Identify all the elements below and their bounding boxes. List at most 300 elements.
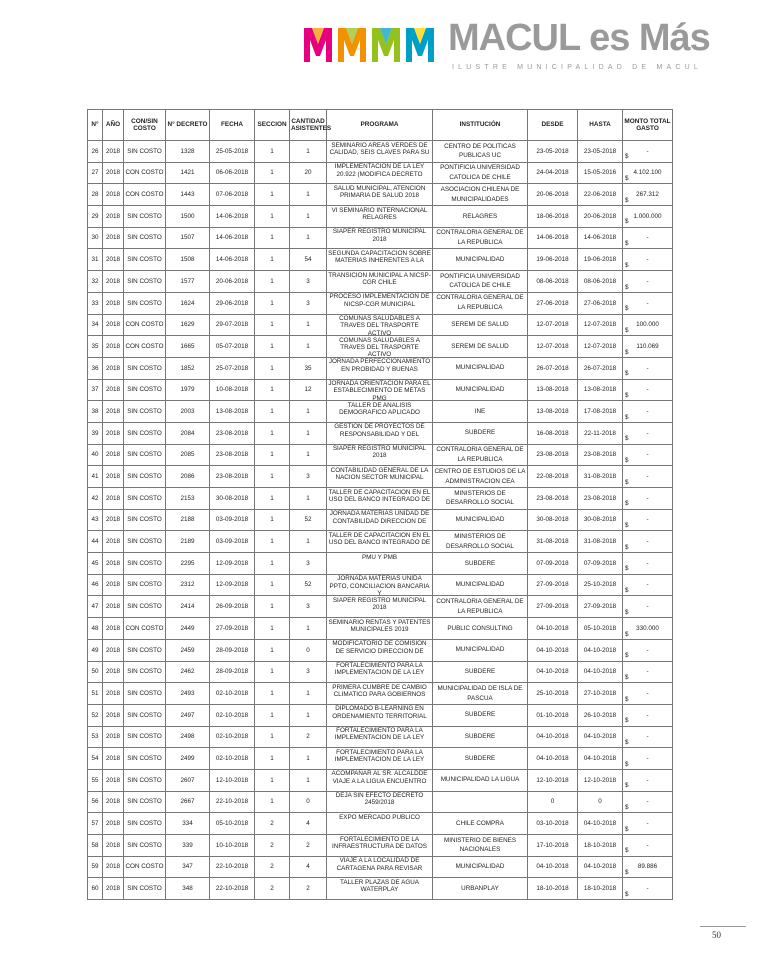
table-cell: 23-05-2018 (578, 141, 623, 163)
table-cell: SIN COSTO (124, 791, 166, 813)
amount-cell (623, 249, 673, 271)
column-header: CANTIDAD ASISTENTES (290, 110, 327, 141)
table-row (88, 618, 673, 640)
table-cell: 1 (290, 206, 327, 228)
table-cell: 33 (88, 292, 103, 314)
currency-symbol: $ (625, 673, 629, 681)
table-cell: 1 (290, 184, 327, 206)
institution-text: MUNICIPALIDAD LA LIGUA (440, 776, 520, 784)
table-cell: SIN COSTO (124, 509, 166, 531)
table-row (88, 835, 673, 857)
column-header: CON/SIN COSTO (124, 110, 166, 141)
table-cell: 2018 (103, 835, 124, 857)
table-cell: 13-08-2018 (578, 379, 623, 401)
table-cell: 339 (166, 835, 210, 857)
table-cell: 2498 (166, 726, 210, 748)
table-cell: 4 (290, 813, 327, 835)
amount-value: - (646, 581, 649, 589)
amount-value: - (646, 473, 649, 480)
table-cell: 2493 (166, 683, 210, 705)
table-cell: 2018 (103, 162, 124, 184)
currency-symbol: $ (625, 326, 629, 334)
table-cell: 23-08-2018 (210, 444, 255, 466)
amount-cell (623, 444, 673, 466)
table-cell: 2018 (103, 639, 124, 661)
table-cell: 1 (255, 401, 290, 423)
table-cell: 2018 (103, 249, 124, 271)
program-text: CONTABILIDAD GENERAL DE LA NACION SECTOR MUNICIPAL (330, 466, 429, 482)
table-cell: 3 (290, 661, 327, 683)
program-text: SALUD MUNICIPAL, ATENCION PRIMARIA DE SALUD 2018 (333, 184, 426, 200)
currency-symbol: $ (625, 825, 629, 833)
table-cell: 26 (88, 141, 103, 163)
institution-text: SEREMI DE SALUD (451, 320, 509, 328)
program-text: JORNADA MATERIAS UNIDA PPTO, CONCILIACION BANCARIA Y (329, 575, 430, 597)
table-cell: 07-09-2018 (528, 553, 578, 575)
program-text: SEMINARIO RENTAS Y PATENTES MUNICIPALES 2019 (328, 618, 431, 633)
table-cell: 1 (255, 336, 290, 358)
currency-symbol: $ (625, 391, 629, 399)
amount-cell (623, 379, 673, 401)
institution-cell (433, 553, 528, 575)
institution-text: SUBDERE (464, 711, 496, 719)
table-row (88, 574, 673, 596)
table-cell: 1 (290, 748, 327, 770)
table-cell: 2018 (103, 488, 124, 510)
currency-symbol: $ (625, 196, 629, 204)
program-cell (327, 422, 433, 444)
table-cell: 23-08-2018 (210, 422, 255, 444)
program-text: JORNADA MATERIAS UNIDAD DE CONTABILIDAD DIRECCION DE (329, 510, 430, 525)
table-cell: SIN COSTO (124, 878, 166, 900)
program-cell (327, 141, 433, 163)
institution-cell (433, 336, 528, 358)
table-cell: 12-07-2018 (578, 314, 623, 336)
table-cell: 14-06-2018 (210, 206, 255, 228)
table-cell: 1 (290, 227, 327, 249)
institution-text: SUBDERE (464, 733, 496, 740)
table-cell: SIN COSTO (124, 813, 166, 835)
currency-symbol: $ (625, 175, 629, 183)
program-cell (327, 509, 433, 531)
table-cell: 04-10-2018 (528, 856, 578, 878)
institution-cell (433, 444, 528, 466)
table-cell: 1 (255, 444, 290, 466)
institution-text: MINISTERIO DE BIENES NACIONALES (443, 836, 517, 854)
table-cell: 50 (88, 661, 103, 683)
table-row (88, 791, 673, 813)
table-cell: 2018 (103, 357, 124, 379)
table-cell: 04-10-2018 (528, 748, 578, 770)
table-row (88, 422, 673, 444)
currency-symbol: $ (625, 782, 629, 790)
program-cell (327, 835, 433, 857)
table-cell: 1 (255, 422, 290, 444)
currency-symbol: $ (625, 717, 629, 725)
amount-cell (623, 791, 673, 813)
currency-symbol: $ (625, 847, 629, 855)
table-cell: 16-08-2018 (528, 422, 578, 444)
institution-cell (433, 141, 528, 163)
amount-cell (623, 878, 673, 900)
table-cell: 27-09-2018 (210, 618, 255, 640)
program-cell (327, 379, 433, 401)
program-cell (327, 574, 433, 596)
table-cell: 48 (88, 618, 103, 640)
table-cell: SIN COSTO (124, 726, 166, 748)
table-cell: 22-08-2018 (528, 466, 578, 488)
institution-cell (433, 379, 528, 401)
table-cell: 04-10-2018 (578, 856, 623, 878)
currency-symbol: $ (625, 738, 629, 746)
amount-value: - (646, 386, 649, 394)
table-cell: 2085 (166, 444, 210, 466)
table-cell: 13-08-2018 (528, 379, 578, 401)
table-cell: 1 (255, 466, 290, 488)
table-cell: 2295 (166, 553, 210, 575)
table-cell: 22-10-2018 (210, 856, 255, 878)
institution-cell (433, 574, 528, 596)
amount-cell (623, 704, 673, 726)
table-row (88, 488, 673, 510)
table-row (88, 748, 673, 770)
table-cell: 1 (255, 639, 290, 661)
currency-symbol: $ (625, 218, 629, 226)
currency-symbol: $ (625, 565, 629, 573)
amount-cell (623, 162, 673, 184)
table-cell: 60 (88, 878, 103, 900)
amount-value: - (646, 754, 649, 762)
program-text: SIAPER REGISTRO MUNICIPAL 2018 (332, 445, 427, 460)
column-header: SECCION (255, 110, 290, 141)
table-cell: 04-10-2018 (528, 618, 578, 640)
page-number: 50 (712, 930, 721, 940)
table-cell: 1 (290, 618, 327, 640)
table-cell: 37 (88, 379, 103, 401)
program-text: PMU Y PMB (361, 553, 398, 561)
table-cell: 12 (290, 379, 327, 401)
table-row (88, 249, 673, 271)
amount-cell (623, 314, 673, 336)
table-cell: 1 (255, 379, 290, 401)
table-cell: 2312 (166, 574, 210, 596)
table-cell: 13-08-2018 (210, 401, 255, 423)
column-header: DESDE (528, 110, 578, 141)
institution-text: URBANPLAY (461, 884, 499, 892)
table-cell: 0 (528, 791, 578, 813)
currency-symbol: $ (625, 587, 629, 595)
currency-symbol: $ (625, 804, 629, 812)
amount-cell (623, 292, 673, 314)
table-cell: SIN COSTO (124, 596, 166, 618)
amount-cell (623, 683, 673, 705)
institution-cell (433, 748, 528, 770)
table-cell: 01-10-2018 (528, 704, 578, 726)
table-cell: 1 (255, 791, 290, 813)
table-cell: 1 (255, 141, 290, 163)
table-cell: SIN COSTO (124, 141, 166, 163)
program-cell (327, 769, 433, 791)
table-cell: 2 (290, 878, 327, 900)
table-cell: 29-07-2018 (210, 314, 255, 336)
column-header: HASTA (578, 110, 623, 141)
table-cell: 2018 (103, 336, 124, 358)
table-cell: 25-07-2018 (210, 357, 255, 379)
program-cell (327, 618, 433, 640)
institution-text: PUBLIC CONSULTING (447, 624, 513, 632)
table-cell: 2 (255, 878, 290, 900)
currency-symbol: $ (625, 652, 629, 660)
table-cell: 24-04-2018 (528, 162, 578, 184)
table-cell: 20-06-2018 (578, 206, 623, 228)
table-cell: 02-10-2018 (210, 683, 255, 705)
amount-value: - (646, 885, 649, 893)
table-cell: 2018 (103, 791, 124, 813)
program-cell (327, 271, 433, 293)
table-cell: 2018 (103, 292, 124, 314)
institution-text: MUNICIPALIDAD (455, 386, 505, 393)
table-cell: 2018 (103, 574, 124, 596)
table-cell: 02-10-2018 (210, 726, 255, 748)
table-cell: 2018 (103, 227, 124, 249)
currency-symbol: $ (625, 630, 629, 638)
table-cell: 2189 (166, 531, 210, 553)
table-cell: SIN COSTO (124, 466, 166, 488)
table-cell: SIN COSTO (124, 249, 166, 271)
table-cell: 40 (88, 444, 103, 466)
table-cell: 05-07-2018 (210, 336, 255, 358)
currency-symbol: $ (625, 500, 629, 508)
table-cell: 53 (88, 726, 103, 748)
program-text: JORNADA ORIENTACION PARA EL ESTABLECIMIENTO DE METAS PMG (328, 380, 431, 402)
program-text: FORTALECIMIENTO PARA LA IMPLEMENTACION DE LA LEY (334, 662, 425, 677)
table-cell: 2018 (103, 683, 124, 705)
table-row (88, 878, 673, 900)
table-cell: 04-10-2018 (578, 639, 623, 661)
table-cell: 2 (290, 835, 327, 857)
program-text: SEGUNDA CAPACITACION SOBRE MATERIAS INHERENTES A LA (328, 249, 431, 265)
institution-cell (433, 531, 528, 553)
table-cell: 27-06-2018 (528, 292, 578, 314)
table-cell: 1629 (166, 314, 210, 336)
table-cell: 22-11-2018 (578, 422, 623, 444)
table-cell: 31-08-2018 (578, 466, 623, 488)
table-cell: 28 (88, 184, 103, 206)
table-cell: 2018 (103, 444, 124, 466)
program-cell (327, 531, 433, 553)
column-header: N° (88, 110, 103, 141)
table-cell: 1 (290, 704, 327, 726)
page-header (0, 0, 768, 100)
table-cell: 1 (255, 596, 290, 618)
table-cell: 17-10-2018 (528, 835, 578, 857)
table-cell: 3 (290, 553, 327, 575)
amount-cell (623, 835, 673, 857)
table-cell: 02-10-2018 (210, 704, 255, 726)
table-cell: 23-08-2018 (210, 466, 255, 488)
currency-symbol: $ (625, 305, 629, 313)
table-cell: 2018 (103, 769, 124, 791)
table-cell: 2607 (166, 769, 210, 791)
table-row (88, 271, 673, 293)
program-cell (327, 314, 433, 336)
amount-value: - (646, 711, 649, 719)
table-cell: 2018 (103, 704, 124, 726)
table-cell: 07-06-2018 (210, 184, 255, 206)
table-cell: 31-08-2018 (578, 531, 623, 553)
institution-text: RELAGRES (462, 212, 498, 220)
amount-value: 267.312 (636, 191, 659, 199)
table-cell: 2018 (103, 466, 124, 488)
table-row (88, 553, 673, 575)
program-cell (327, 401, 433, 423)
table-cell: 23-08-2018 (528, 488, 578, 510)
amount-value: - (646, 234, 649, 242)
table-cell: 05-10-2018 (210, 813, 255, 835)
table-row (88, 357, 673, 379)
table-cell: SIN COSTO (124, 835, 166, 857)
macul-logo-icon (302, 24, 442, 64)
table-cell: SIN COSTO (124, 531, 166, 553)
table-cell: 23-08-2018 (578, 488, 623, 510)
program-text: SIAPER REGISTRO MUNICIPAL 2018 (332, 228, 427, 243)
table-cell: SIN COSTO (124, 683, 166, 705)
table-cell: 20-06-2018 (210, 271, 255, 293)
institution-cell (433, 249, 528, 271)
table-cell: SIN COSTO (124, 379, 166, 401)
institution-cell (433, 683, 528, 705)
table-row (88, 336, 673, 358)
table-cell: 03-09-2018 (210, 509, 255, 531)
program-cell (327, 856, 433, 878)
table-cell: 2018 (103, 748, 124, 770)
table-cell: 41 (88, 466, 103, 488)
program-cell (327, 553, 433, 575)
table-cell: 1 (255, 618, 290, 640)
table-cell: 52 (290, 574, 327, 596)
program-text: SEMINARIO AREAS VERDES DE CALIDAD, SEIS CLAVES PARA SU (329, 141, 430, 156)
institution-text: SUBDERE (464, 667, 496, 675)
program-cell (327, 813, 433, 835)
program-cell (327, 336, 433, 358)
currency-symbol: $ (625, 153, 629, 161)
column-header: MONTO TOTAL GASTO (623, 110, 673, 141)
table-cell: 0 (290, 639, 327, 661)
table-cell: 1979 (166, 379, 210, 401)
amount-cell (623, 141, 673, 163)
institution-text: SUBDERE (464, 429, 496, 437)
amount-value: - (646, 364, 649, 372)
amount-value: - (646, 451, 649, 459)
amount-value: 100.000 (636, 321, 659, 329)
institution-cell (433, 292, 528, 314)
amount-cell (623, 336, 673, 358)
table-cell: 1665 (166, 336, 210, 358)
table-cell: 04-10-2018 (578, 661, 623, 683)
table-cell: 2018 (103, 596, 124, 618)
program-text: MODIFICATORIO DE COMISION DE SERVICIO DIRECCION DE (332, 640, 427, 655)
table-cell: 52 (290, 509, 327, 531)
table-row (88, 314, 673, 336)
table-row (88, 509, 673, 531)
program-cell (327, 791, 433, 813)
amount-value: - (646, 776, 649, 784)
program-cell (327, 661, 433, 683)
table-cell: 1 (255, 271, 290, 293)
table-cell: 1 (255, 531, 290, 553)
table-cell: 1 (290, 683, 327, 705)
table-cell: 54 (88, 748, 103, 770)
amount-cell (623, 271, 673, 293)
program-cell (327, 227, 433, 249)
program-text: TALLER DE CAPACITACION EN EL USO DEL BANCO INTEGRADO DE (328, 488, 431, 503)
table-cell: SIN COSTO (124, 639, 166, 661)
program-cell (327, 249, 433, 271)
table-cell: SIN COSTO (124, 271, 166, 293)
table-cell: 1328 (166, 141, 210, 163)
institution-cell (433, 466, 528, 488)
table-cell: 3 (290, 596, 327, 618)
table-cell: 1 (255, 206, 290, 228)
amount-cell (623, 206, 673, 228)
program-text: JORNADA PERFECCIONAMIENTO EN PROBIDAD Y BUENAS (328, 358, 431, 373)
currency-symbol: $ (625, 543, 629, 551)
table-cell: SIN COSTO (124, 574, 166, 596)
table-cell: 28-09-2018 (210, 639, 255, 661)
table-cell: 18-10-2018 (578, 835, 623, 857)
institution-cell (433, 401, 528, 423)
table-cell: SIN COSTO (124, 704, 166, 726)
program-cell (327, 206, 433, 228)
table-cell: CON COSTO (124, 856, 166, 878)
currency-symbol: $ (625, 435, 629, 443)
table-cell: 12-07-2018 (528, 336, 578, 358)
amount-cell (623, 227, 673, 249)
table-cell: 2018 (103, 553, 124, 575)
institution-cell (433, 357, 528, 379)
program-text: VIAJE A LA LOCALIDAD DE CARTAGENA PARA REVISAR (336, 857, 423, 872)
amount-value: - (646, 559, 649, 567)
table-cell: 1 (255, 509, 290, 531)
training-records-table (87, 109, 673, 900)
currency-symbol: $ (625, 240, 629, 248)
institution-text: MINISTERIOS DE DESARROLLO SOCIAL (446, 489, 514, 507)
table-row (88, 639, 673, 661)
institution-text: SEREMI DE SALUD (451, 342, 509, 350)
table-cell: 12-09-2018 (210, 574, 255, 596)
table-cell: 27-10-2018 (578, 683, 623, 705)
table-cell: 39 (88, 422, 103, 444)
table-cell: 2497 (166, 704, 210, 726)
table-row (88, 466, 673, 488)
table-cell: 1 (290, 488, 327, 510)
amount-value: 330.000 (636, 624, 659, 632)
institution-cell (433, 206, 528, 228)
brand-name: MACUL es Más (448, 17, 710, 59)
table-cell: 28-09-2018 (210, 661, 255, 683)
table-cell: 23-08-2018 (578, 444, 623, 466)
program-text: GESTION DE PROYECTOS DE RESPONSABILIDAD Y DEL (334, 423, 425, 438)
column-header: INSTITUCIÓN (433, 110, 528, 141)
table-cell: 1 (255, 227, 290, 249)
institution-text: MINISTERIOS DE DESARROLLO SOCIAL (446, 532, 514, 550)
institution-cell (433, 184, 528, 206)
table-cell: 1 (255, 314, 290, 336)
table-cell: 2462 (166, 661, 210, 683)
table-cell: 1 (255, 488, 290, 510)
table-cell: 1 (255, 553, 290, 575)
table-cell: 04-10-2018 (578, 813, 623, 835)
